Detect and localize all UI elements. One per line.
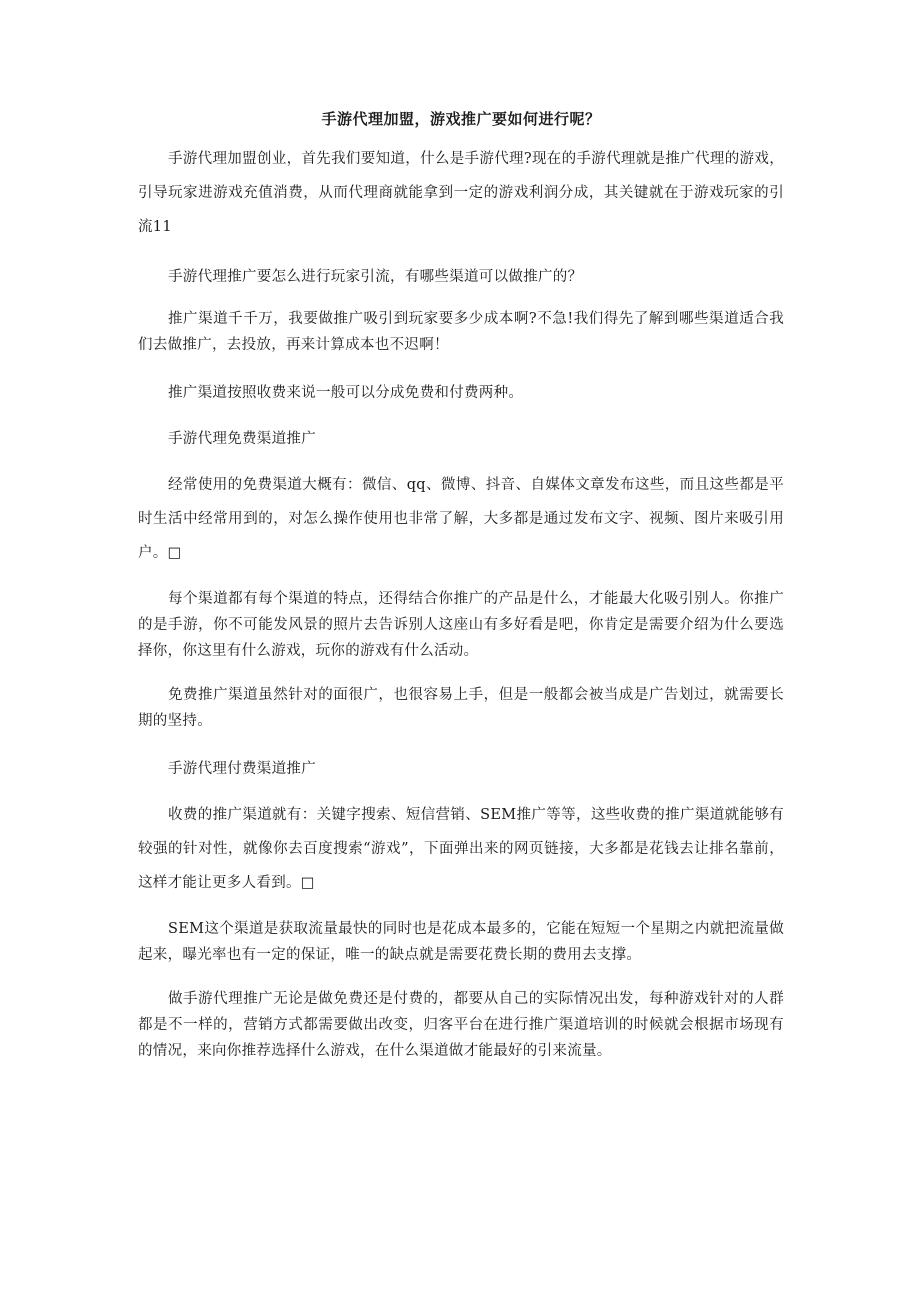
paragraph-question: 手游代理推广要怎么进行玩家引流，有哪些渠道可以做推广的？ <box>168 269 583 285</box>
paragraph-free-channels-list: 经常使用的免费渠道大概有：微信、qq、微博、抖音、自媒体文章发布这些，而且这些都是平时生活中经常用到的，对怎么操作使用也非常了解，大多都是通过发布文字、视频、图片来吸引用户。□ <box>138 477 784 561</box>
paragraph-sem: SEM这个渠道是获取流量最快的同时也是花成本最多的，它能在短短一个星期之内就把流量做起来，曝光率也有一定的保证，唯一的缺点就是需要花费长期的费用去支撑。 <box>138 921 784 963</box>
section-heading-free-channels: 手游代理免费渠道推广 <box>168 431 316 447</box>
paragraph-free-and-paid: 推广渠道按照收费来说一般可以分成免费和付费两种。 <box>168 385 524 401</box>
paragraph-paid-channels-list: 收费的推广渠道就有：关键字搜索、短信营销、SEM推广等等，这些收费的推广渠道就能够有较强的针对性，就像你去百度搜索“游戏”，下面弹出来的网页链接，大多都是花钱去让排名靠前，这样才能让更多人看到。□ <box>138 807 784 891</box>
paragraph-channel-features: 每个渠道都有每个渠道的特点，还得结合你推广的产品是什么，才能最大化吸引别人。你推广的是手游，你不可能发风景的照片去告诉别人这座山有多好看是吧，你肯定是需要介绍为什么要选择你，你这里有什么游戏，玩你的游戏有什么活动。 <box>138 591 784 659</box>
section-heading-paid-channels: 手游代理付费渠道推广 <box>168 761 316 777</box>
paragraph-intro: 手游代理加盟创业，首先我们要知道，什么是手游代理?现在的手游代理就是推广代理的游戏，引导玩家进游戏充值消费，从而代理商就能拿到一定的游戏利润分成，其关键就在于游戏玩家的引流11 <box>138 151 784 235</box>
document-page <box>138 108 784 1064</box>
paragraph-channels: 推广渠道千千万，我要做推广吸引到玩家要多少成本啊?不急!我们得先了解到哪些渠道适合我们去做推广，去投放，再来计算成本也不迟啊！ <box>138 311 784 353</box>
paragraph-free-channel-persistence: 免费推广渠道虽然针对的面很广，也很容易上手，但是一般都会被当成是广告划过，就需要长期的坚持。 <box>138 687 784 729</box>
document-title: 手游代理加盟，游戏推广要如何进行呢？ <box>321 110 601 128</box>
paragraph-conclusion: 做手游代理推广无论是做免费还是付费的，都要从自己的实际情况出发，每种游戏针对的人群都是不一样的，营销方式都需要做出改变，归客平台在进行推广渠道培训的时候就会根据市场现有的情况，来向你推荐选择什么游戏，在什么渠道做才能最好的引来流量。 <box>138 991 784 1059</box>
